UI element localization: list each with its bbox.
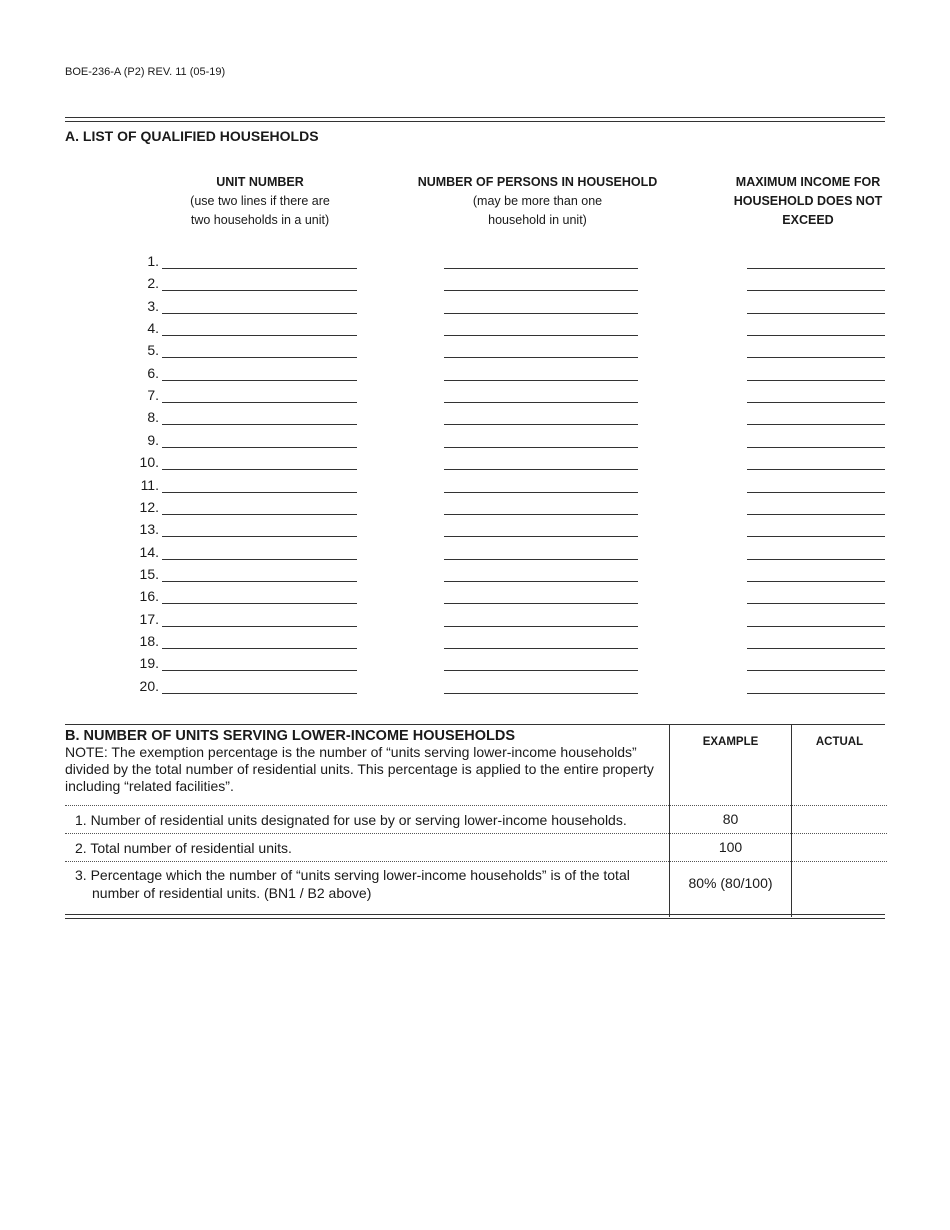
b2-actual-field[interactable] bbox=[792, 834, 888, 862]
persons-field[interactable] bbox=[444, 290, 638, 291]
unit-number-field[interactable] bbox=[162, 626, 357, 627]
household-row bbox=[0, 588, 950, 610]
max-income-field[interactable] bbox=[747, 424, 885, 425]
household-row bbox=[0, 387, 950, 409]
persons-field[interactable] bbox=[444, 581, 638, 582]
b2-example: 100 bbox=[718, 839, 743, 855]
max-income-field[interactable] bbox=[747, 648, 885, 649]
household-row bbox=[0, 298, 950, 320]
persons-field[interactable] bbox=[444, 357, 638, 358]
unit-number-field[interactable] bbox=[162, 447, 357, 448]
actual-header: ACTUAL bbox=[815, 736, 864, 748]
persons-sub2: household in unit) bbox=[488, 213, 587, 227]
row-number: 17. bbox=[139, 610, 159, 627]
persons-field[interactable] bbox=[444, 268, 638, 269]
unit-number-field[interactable] bbox=[162, 492, 357, 493]
unit-number-field[interactable] bbox=[162, 357, 357, 358]
household-row bbox=[0, 499, 950, 521]
unit-number-heading: UNIT NUMBER bbox=[216, 175, 304, 189]
household-row bbox=[0, 342, 950, 364]
persons-field[interactable] bbox=[444, 447, 638, 448]
household-row bbox=[0, 454, 950, 476]
row-number: 18. bbox=[139, 632, 159, 649]
max-income-field[interactable] bbox=[747, 357, 885, 358]
persons-sub1: (may be more than one bbox=[472, 194, 603, 208]
max-income-field[interactable] bbox=[747, 402, 885, 403]
example-header-cell bbox=[670, 725, 792, 806]
max-income-field[interactable] bbox=[747, 626, 885, 627]
b1-actual-field[interactable] bbox=[792, 806, 888, 834]
unit-number-sub1: (use two lines if there are bbox=[190, 194, 330, 208]
persons-field[interactable] bbox=[444, 424, 638, 425]
row-number: 1. bbox=[147, 253, 159, 269]
section-b bbox=[65, 724, 885, 917]
unit-number-field[interactable] bbox=[162, 424, 357, 425]
max-income-heading-3: EXCEED bbox=[782, 213, 834, 227]
persons-field[interactable] bbox=[444, 536, 638, 537]
household-row bbox=[0, 633, 950, 655]
unit-number-field[interactable] bbox=[162, 335, 357, 336]
persons-field[interactable] bbox=[444, 648, 638, 649]
section-b-header-cell bbox=[65, 725, 670, 806]
row-number: 12. bbox=[139, 498, 159, 515]
persons-field[interactable] bbox=[444, 670, 638, 671]
unit-number-header bbox=[160, 173, 360, 230]
max-income-field[interactable] bbox=[747, 693, 885, 694]
persons-field[interactable] bbox=[444, 693, 638, 694]
persons-field[interactable] bbox=[444, 402, 638, 403]
max-income-field[interactable] bbox=[747, 335, 885, 336]
section-b-table bbox=[65, 725, 887, 917]
b3-actual-field[interactable] bbox=[792, 862, 888, 918]
persons-heading: NUMBER OF PERSONS IN HOUSEHOLD bbox=[417, 175, 658, 189]
household-row bbox=[0, 409, 950, 431]
section-b-title: B. NUMBER OF UNITS SERVING LOWER-INCOME HOUSEHOLDS bbox=[65, 728, 516, 744]
max-income-field[interactable] bbox=[747, 603, 885, 604]
b1-label: 1. Number of residential units designated for use by or serving lower-income households. bbox=[75, 812, 627, 828]
household-row bbox=[0, 253, 950, 275]
household-row bbox=[0, 432, 950, 454]
household-row bbox=[0, 611, 950, 633]
section-a-title: A. LIST OF QUALIFIED HOUSEHOLDS bbox=[65, 128, 319, 144]
row-number: 8. bbox=[147, 409, 159, 426]
unit-number-field[interactable] bbox=[162, 670, 357, 671]
unit-number-field[interactable] bbox=[162, 514, 357, 515]
unit-number-field[interactable] bbox=[162, 402, 357, 403]
household-row bbox=[0, 477, 950, 499]
b1-example: 80 bbox=[722, 811, 739, 827]
max-income-field[interactable] bbox=[747, 447, 885, 448]
persons-field[interactable] bbox=[444, 559, 638, 560]
persons-field[interactable] bbox=[444, 469, 638, 470]
row-number: 14. bbox=[139, 543, 159, 560]
household-row bbox=[0, 365, 950, 387]
row-number: 5. bbox=[147, 342, 159, 359]
household-row bbox=[0, 678, 950, 700]
unit-number-field[interactable] bbox=[162, 693, 357, 694]
row-number: 11. bbox=[140, 476, 159, 493]
max-income-field[interactable] bbox=[747, 581, 885, 582]
max-income-field[interactable] bbox=[747, 469, 885, 470]
table-row bbox=[65, 834, 887, 862]
unit-number-field[interactable] bbox=[162, 268, 357, 269]
form-id: BOE-236-A (P2) REV. 11 (05-19) bbox=[65, 66, 226, 78]
household-row bbox=[0, 544, 950, 566]
example-header: EXAMPLE bbox=[702, 736, 759, 748]
unit-number-field[interactable] bbox=[162, 380, 357, 381]
b3-label: 3. Percentage which the number of “units serving lower-income households” is of the total number of residential units. (BN1 / B2 above) bbox=[75, 867, 630, 901]
household-row bbox=[0, 275, 950, 297]
row-number: 7. bbox=[147, 387, 159, 404]
row-number: 4. bbox=[147, 320, 159, 337]
row-number: 2. bbox=[147, 275, 159, 292]
row-number: 15. bbox=[139, 565, 159, 582]
persons-field[interactable] bbox=[444, 380, 638, 381]
max-income-field[interactable] bbox=[747, 670, 885, 671]
max-income-field[interactable] bbox=[747, 514, 885, 515]
household-row bbox=[0, 566, 950, 588]
unit-number-field[interactable] bbox=[162, 581, 357, 582]
persons-field[interactable] bbox=[444, 514, 638, 515]
unit-number-field[interactable] bbox=[162, 603, 357, 604]
household-row bbox=[0, 655, 950, 677]
row-number: 6. bbox=[147, 364, 159, 381]
persons-header bbox=[400, 173, 675, 230]
row-number: 16. bbox=[139, 588, 159, 605]
b3-example: 80% (80/100) bbox=[688, 875, 773, 891]
persons-field[interactable] bbox=[444, 335, 638, 336]
row-number: 19. bbox=[139, 655, 159, 672]
unit-number-field[interactable] bbox=[162, 469, 357, 470]
persons-field[interactable] bbox=[444, 626, 638, 627]
unit-number-field[interactable] bbox=[162, 559, 357, 560]
actual-header-cell bbox=[792, 725, 888, 806]
max-income-header bbox=[718, 173, 898, 230]
unit-number-sub2: two households in a unit) bbox=[190, 213, 330, 227]
max-income-field[interactable] bbox=[747, 290, 885, 291]
unit-number-field[interactable] bbox=[162, 536, 357, 537]
table-row bbox=[65, 862, 887, 918]
max-income-field[interactable] bbox=[747, 380, 885, 381]
row-number: 9. bbox=[147, 431, 159, 448]
max-income-field[interactable] bbox=[747, 313, 885, 314]
household-row bbox=[0, 320, 950, 342]
max-income-heading-1: MAXIMUM INCOME FOR bbox=[735, 175, 881, 189]
persons-field[interactable] bbox=[444, 492, 638, 493]
max-income-field[interactable] bbox=[747, 268, 885, 269]
bottom-double-rule bbox=[65, 914, 885, 919]
unit-number-field[interactable] bbox=[162, 648, 357, 649]
table-row bbox=[65, 806, 887, 834]
max-income-field[interactable] bbox=[747, 536, 885, 537]
row-number: 20. bbox=[139, 677, 159, 694]
unit-number-field[interactable] bbox=[162, 313, 357, 314]
top-double-rule bbox=[65, 117, 885, 122]
max-income-field[interactable] bbox=[747, 559, 885, 560]
row-number: 3. bbox=[147, 297, 159, 314]
max-income-heading-2: HOUSEHOLD DOES NOT bbox=[733, 194, 883, 208]
b2-label: 2. Total number of residential units. bbox=[75, 840, 292, 856]
persons-field[interactable] bbox=[444, 603, 638, 604]
row-number: 13. bbox=[139, 521, 159, 538]
row-number: 10. bbox=[139, 454, 159, 471]
household-row bbox=[0, 521, 950, 543]
section-b-note: NOTE: The exemption percentage is the number of “units serving lower-income households” divided by the total number of residential units. This percentage is applied to the entire property including “related facilities”. bbox=[65, 744, 654, 794]
max-income-field[interactable] bbox=[747, 492, 885, 493]
persons-field[interactable] bbox=[444, 313, 638, 314]
unit-number-field[interactable] bbox=[162, 290, 357, 291]
